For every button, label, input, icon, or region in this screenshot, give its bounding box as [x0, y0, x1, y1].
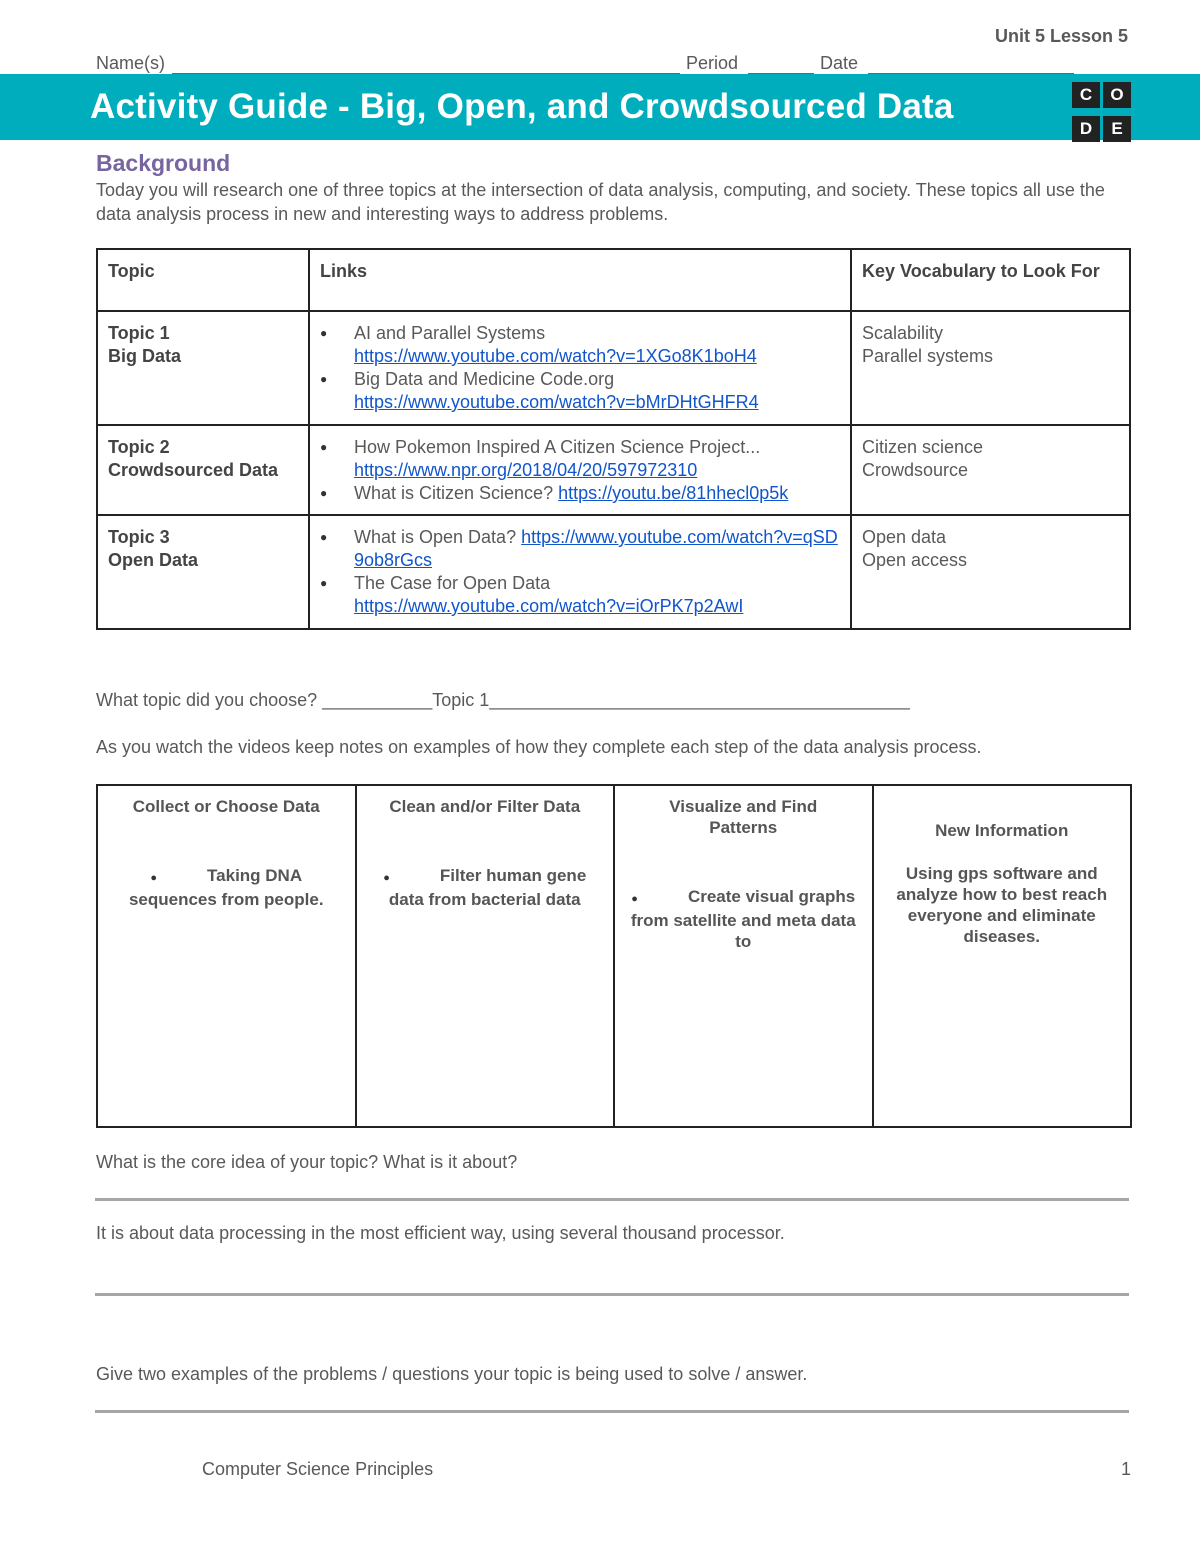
process-row — [97, 785, 1131, 1127]
logo-letter-e: E — [1103, 116, 1131, 142]
topic-name: Open Data — [108, 550, 199, 570]
process-header: Collect or Choose Data — [132, 797, 320, 816]
core-idea-answer[interactable]: It is about data processing in the most efficient way, using several thousand processor. — [96, 1223, 785, 1243]
video-link[interactable]: https://www.youtube.com/watch?v=qSD9ob8rGcs — [354, 527, 838, 570]
topic-row — [97, 311, 1130, 425]
link-title: AI and Parallel Systems — [354, 323, 546, 343]
topic-number: Topic 2 — [108, 437, 170, 457]
notes-instruction: As you watch the videos keep notes on examples of how they complete each step of the data analysis process. — [96, 737, 982, 757]
link-item — [354, 368, 840, 414]
vocab-term: Crowdsource — [862, 460, 969, 480]
answer-line — [95, 1293, 1129, 1296]
topic-cell — [97, 515, 309, 629]
links-cell — [309, 515, 851, 629]
vocab-cell — [851, 515, 1130, 629]
topic-cell — [97, 425, 309, 515]
page-number: 1 — [1121, 1459, 1132, 1479]
process-cell-new-info[interactable] — [873, 785, 1132, 1127]
links-cell — [309, 311, 851, 425]
answer-line — [95, 1410, 1129, 1413]
process-note: ● Filter human gene data from bacterial data — [371, 865, 600, 910]
vocab-term: Scalability — [862, 323, 944, 343]
link-title: What is Citizen Science? — [354, 483, 554, 503]
process-note: ● Create visual graphs from satellite and meta data to — [629, 886, 858, 952]
vocab-cell — [851, 311, 1130, 425]
answer-line — [95, 1198, 1129, 1201]
process-header: New Information — [935, 821, 1069, 840]
topic-number: Topic 3 — [108, 527, 170, 547]
video-link[interactable]: https://www.youtube.com/watch?v=bMrDHtGHFR4 — [354, 392, 759, 412]
topic-choice-answer[interactable]: Topic 1 — [432, 690, 490, 710]
link-title: How Pokemon Inspired A Citizen Science Project... — [354, 437, 761, 457]
vocab-term: Citizen science — [862, 437, 984, 457]
background-heading: Background — [96, 150, 231, 176]
topics-table — [96, 248, 1131, 630]
topic-choice-question — [96, 690, 910, 711]
examples-question: Give two examples of the problems / questions your topic is being used to solve / answer. — [96, 1364, 808, 1384]
video-link[interactable]: https://www.youtube.com/watch?v=1XGo8K1boH4 — [354, 346, 757, 366]
link-item — [354, 572, 840, 618]
core-idea-question: What is the core idea of your topic? What is it about? — [96, 1152, 518, 1172]
header-links: Links — [309, 249, 851, 311]
links-cell — [309, 425, 851, 515]
blank-after: __________________________________________ — [489, 690, 910, 710]
process-header: Clean and/or Filter Data — [389, 797, 581, 816]
video-link[interactable]: https://www.npr.org/2018/04/20/597972310 — [354, 460, 698, 480]
link-title: Big Data and Medicine Code.org — [354, 369, 615, 389]
logo-letter-o: O — [1103, 82, 1131, 108]
process-note: ● Taking DNA sequences from people. — [112, 865, 341, 910]
topic-cell — [97, 311, 309, 425]
logo-letter-c: C — [1072, 82, 1100, 108]
link-item — [354, 322, 840, 368]
process-cell-clean[interactable] — [356, 785, 615, 1127]
topic-name: Crowdsourced Data — [108, 460, 279, 480]
link-item — [354, 436, 840, 482]
logo-letter-d: D — [1072, 116, 1100, 142]
video-link[interactable]: https://youtu.be/81hhecl0p5k — [558, 483, 789, 503]
unit-lesson-label: Unit 5 Lesson 5 — [994, 26, 1128, 46]
header-vocab: Key Vocabulary to Look For — [851, 249, 1130, 311]
process-cell-visualize[interactable] — [614, 785, 873, 1127]
page-title: Activity Guide - Big, Open, and Crowdsourced Data — [90, 87, 954, 126]
title-banner — [0, 74, 1200, 140]
topics-header-row — [97, 249, 1130, 311]
link-item — [354, 482, 840, 505]
link-item — [354, 526, 840, 572]
code-logo — [1070, 80, 1132, 138]
link-title: What is Open Data? — [354, 527, 517, 547]
process-table — [96, 784, 1132, 1128]
date-label: Date — [820, 53, 859, 73]
name-label: Name(s) — [96, 53, 166, 73]
vocab-cell — [851, 425, 1130, 515]
header-topic: Topic — [97, 249, 309, 311]
video-link[interactable]: https://www.youtube.com/watch?v=iOrPK7p2AwI — [354, 596, 744, 616]
topic-row — [97, 425, 1130, 515]
topic-row — [97, 515, 1130, 629]
link-title: The Case for Open Data — [354, 573, 551, 593]
blank-before: ___________ — [322, 690, 433, 710]
vocab-term: Open access — [862, 550, 968, 570]
vocab-term: Parallel systems — [862, 346, 994, 366]
process-header: Visualize and Find Patterns — [669, 797, 818, 837]
process-note: Using gps software and analyze how to best reach everyone and eliminate diseases. — [896, 864, 1108, 946]
background-text: Today you will research one of three topics at the intersection of data analysis, computing, and society. These topics all use the data analysis process in new and interesting ways to address problems. — [96, 180, 1105, 224]
footer-course: Computer Science Principles — [202, 1459, 434, 1479]
process-cell-collect[interactable] — [97, 785, 356, 1127]
topic-name: Big Data — [108, 346, 182, 366]
topic-number: Topic 1 — [108, 323, 170, 343]
topic-choice-prompt: What topic did you choose? — [96, 690, 323, 710]
period-label: Period — [686, 53, 739, 73]
vocab-term: Open data — [862, 527, 947, 547]
